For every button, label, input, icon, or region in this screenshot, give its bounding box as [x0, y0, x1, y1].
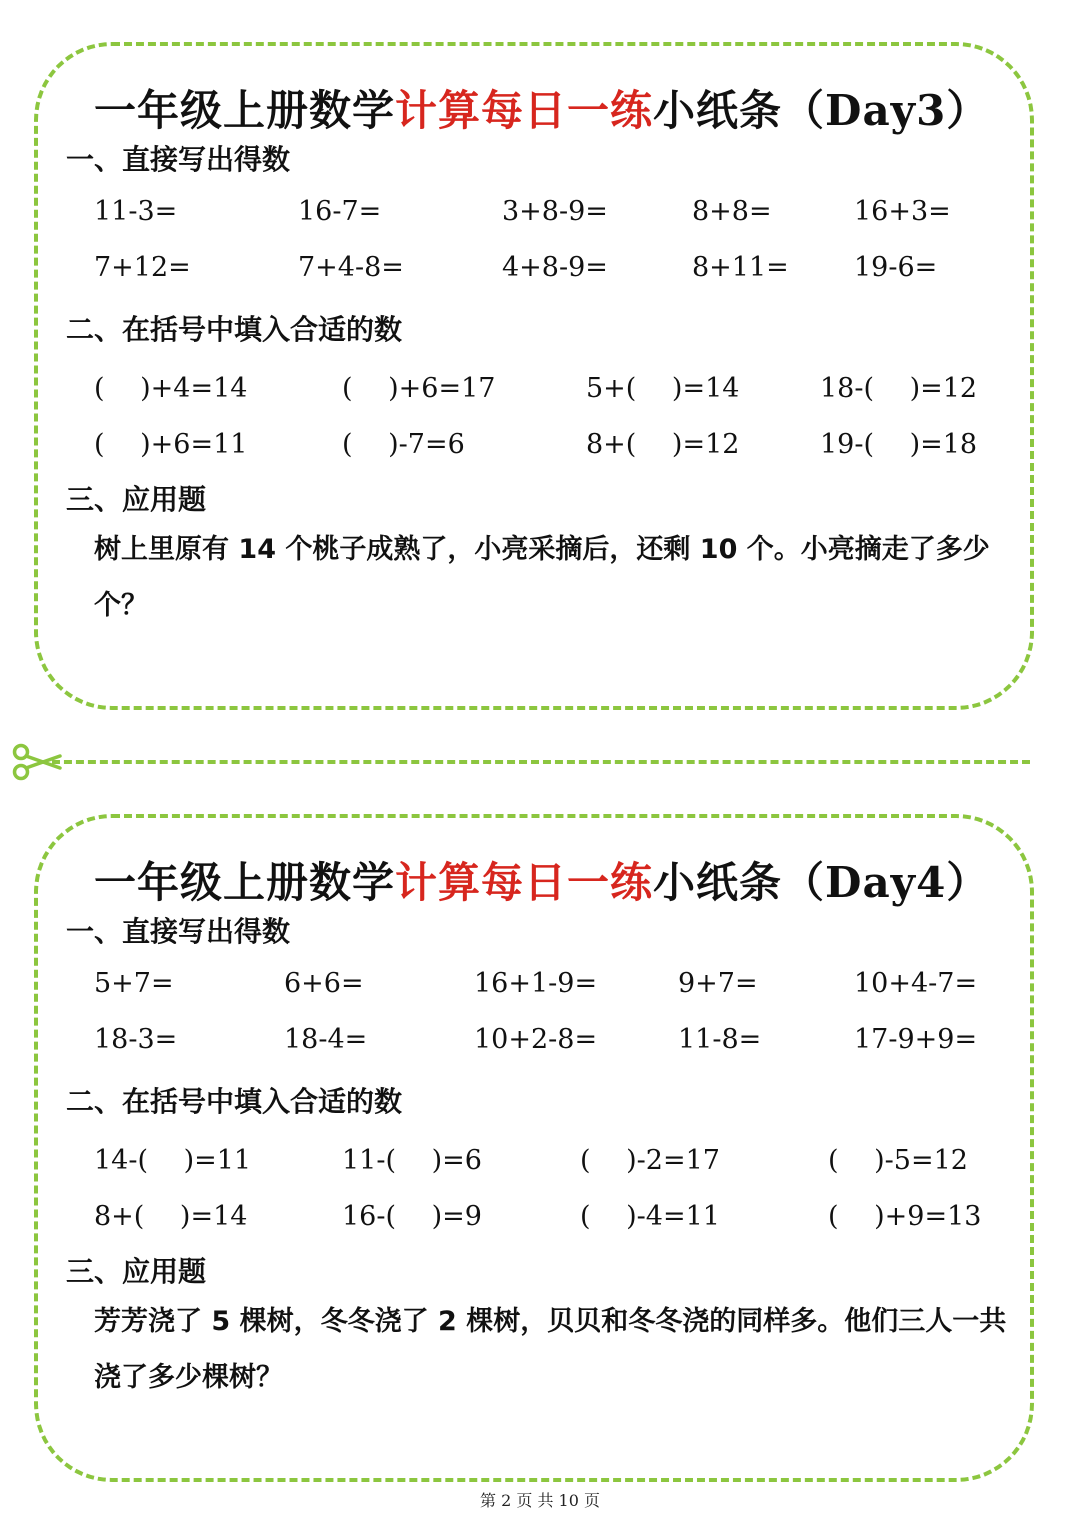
section-direct-calc-heading: 一、直接写出得数 [66, 143, 291, 176]
fill-item: ( )-2=17 [580, 1145, 720, 1176]
calc-item: 19-6= [854, 252, 938, 283]
problem-number: 10 [699, 534, 738, 565]
title-highlight: 计算每日一练 [395, 858, 654, 907]
fill-row [38, 366, 1030, 406]
cut-line-divider [40, 760, 1030, 764]
section-direct-calc-heading: 一、直接写出得数 [66, 915, 291, 948]
fill-item: 8+( )=14 [94, 1201, 248, 1232]
fill-item: 19-( )=18 [820, 429, 978, 460]
fill-item: 5+( )=14 [586, 373, 740, 404]
calc-item: 18-4= [284, 1024, 368, 1055]
calc-item: 11-3= [94, 196, 178, 227]
fill-item: ( )+6=11 [94, 429, 248, 460]
calc-row [38, 196, 1030, 236]
fill-row [38, 1138, 1030, 1178]
calc-row [38, 252, 1030, 292]
card-title: 一年级上册数学计算每日一练小纸条（Day4） [94, 858, 990, 907]
word-problem-text: 芳芳浇了 5 棵树，冬冬浇了 2 棵树，贝贝和冬冬浇的同样多。他们三人一共浇了多少棵树？ [94, 1306, 1007, 1393]
calc-item: 8+8= [692, 196, 772, 227]
section-fill-blank-heading: 二、在括号中填入合适的数 [66, 313, 403, 346]
practice-card-day3 [34, 42, 1034, 710]
page-footer: 第 2 页 共 10 页 [480, 1491, 600, 1510]
section-word-problem-heading: 三、应用题 [66, 483, 207, 516]
calc-item: 6+6= [284, 968, 364, 999]
card-title: 一年级上册数学计算每日一练小纸条（Day3） [94, 86, 990, 135]
problem-number: 14 [238, 534, 276, 565]
calc-item: 7+4-8= [298, 252, 404, 283]
calc-item: 7+12= [94, 252, 191, 283]
fill-item: ( )+4=14 [94, 373, 248, 404]
fill-item: 14-( )=11 [94, 1145, 252, 1176]
calc-item: 16+1-9= [474, 968, 598, 999]
practice-card-day4 [34, 814, 1034, 1482]
calc-item: 9+7= [678, 968, 758, 999]
calc-item: 11-8= [678, 1024, 762, 1055]
section-fill-blank-heading: 二、在括号中填入合适的数 [66, 1085, 403, 1118]
calc-item: 16-7= [298, 196, 382, 227]
fill-item: 18-( )=12 [820, 373, 978, 404]
fill-row [38, 1194, 1030, 1234]
calc-item: 4+8-9= [502, 252, 608, 283]
calc-row [38, 968, 1030, 1008]
calc-item: 3+8-9= [502, 196, 608, 227]
calc-item: 10+4-7= [854, 968, 978, 999]
calc-item: 16+3= [854, 196, 951, 227]
fill-row [38, 422, 1030, 462]
calc-item: 5+7= [94, 968, 174, 999]
title-highlight: 计算每日一练 [395, 86, 654, 135]
section-word-problem-heading: 三、应用题 [66, 1255, 207, 1288]
fill-item: ( )+6=17 [342, 373, 496, 404]
fill-item: 11-( )=6 [342, 1145, 482, 1176]
fill-item: ( )-7=6 [342, 429, 465, 460]
fill-item: ( )-4=11 [580, 1201, 720, 1232]
fill-item: ( )+9=13 [828, 1201, 982, 1232]
calc-row [38, 1024, 1030, 1064]
problem-number: 2 [438, 1306, 457, 1337]
calc-item: 17-9+9= [854, 1024, 978, 1055]
calc-item: 10+2-8= [474, 1024, 598, 1055]
calc-item: 18-3= [94, 1024, 178, 1055]
fill-item: 16-( )=9 [342, 1201, 482, 1232]
calc-item: 8+11= [692, 252, 789, 283]
problem-number: 5 [211, 1306, 231, 1337]
fill-item: ( )-5=12 [828, 1145, 968, 1176]
word-problem-text: 树上里原有 14 个桃子成熟了，小亮采摘后，还剩 10 个。小亮摘走了多少个？ [94, 534, 990, 621]
fill-item: 8+( )=12 [586, 429, 740, 460]
